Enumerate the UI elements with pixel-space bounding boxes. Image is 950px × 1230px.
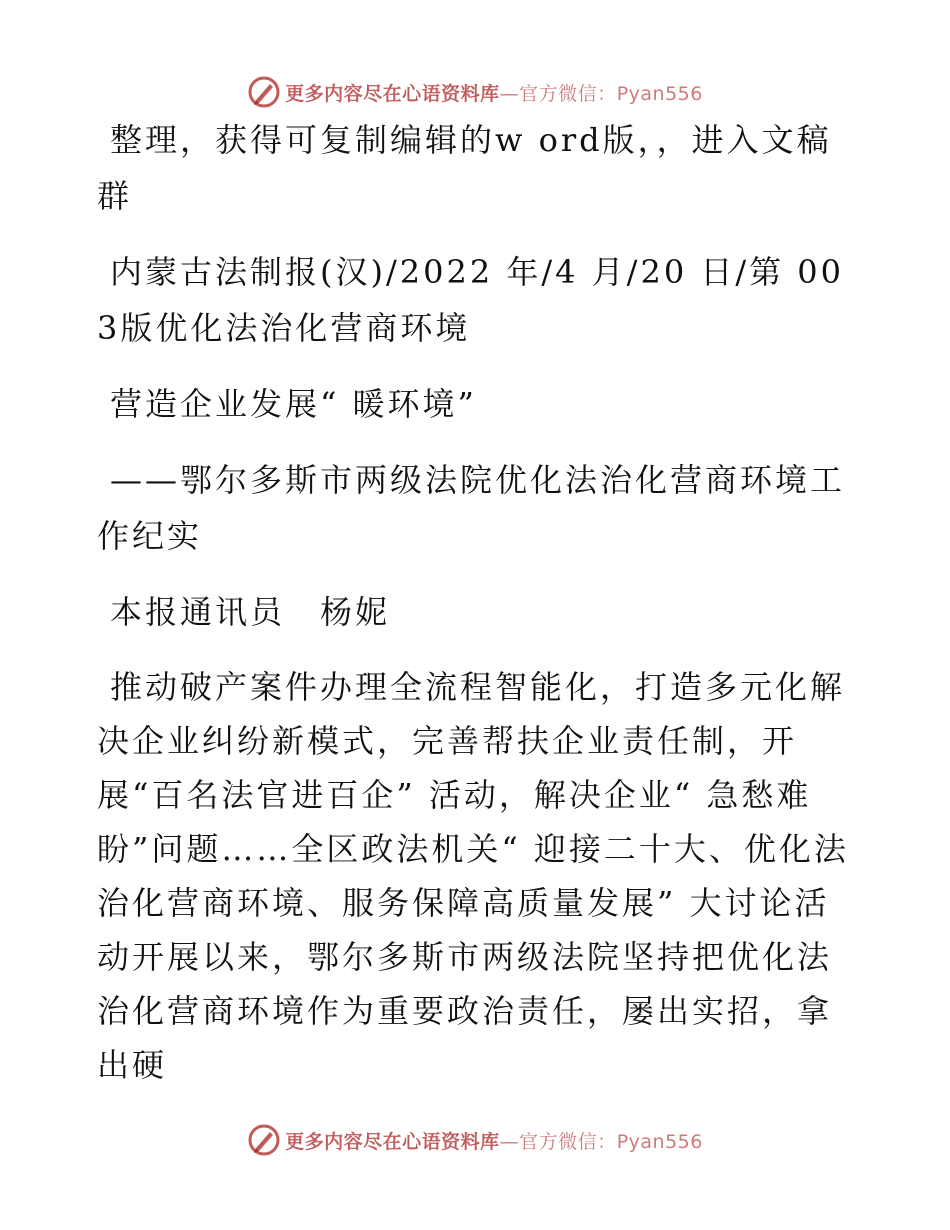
article-byline: 本报通讯员 杨妮 <box>110 593 391 631</box>
article-subtitle: ——鄂尔多斯市两级法院优化法治化营商环境工作纪实 <box>97 461 846 555</box>
paragraph-source: 内蒙古法制报(汉)/2022 年/4 月/20 日/第 003版优化法治化营商环境 <box>97 253 845 347</box>
paragraph-intro: 整理，获得可复制编辑的w ord版，，进入文稿群 <box>97 121 832 215</box>
header-banner-text <box>285 79 703 106</box>
header-banner-title: 更多内容尽在心语资料库 <box>285 82 500 105</box>
pen-logo-icon <box>247 1123 281 1157</box>
header-banner-contact-id: Pyan556 <box>616 82 703 105</box>
footer-banner-text <box>285 1127 703 1154</box>
header-banner-contact-label: 官方微信： <box>519 82 617 105</box>
article-title: 营造企业发展“ 暖环境” <box>110 385 477 423</box>
footer-banner-dash: — <box>499 1130 520 1153</box>
article-body-paragraph: 推动破产案件办理全流程智能化，打造多元化解决企业纠纷新模式，完善帮扶企业责任制，开展“百名法官进百企” 活动，解决企业“ 急愁难盼”问题……全区政法机关“ 迎接二十大、优化法治化营商环境、服务保障高质量发展” 大讨论活动开展以来，鄂尔多斯市两级法院坚持把优化法治化营商环境作为重要政治责任，屡出实招，拿出硬 <box>97 668 849 1084</box>
header-banner-dash: — <box>499 82 520 105</box>
footer-banner-contact-id: Pyan556 <box>616 1130 703 1153</box>
header-banner <box>0 72 950 112</box>
pen-logo-icon <box>247 75 281 109</box>
footer-banner-contact-label: 官方微信： <box>519 1130 617 1153</box>
footer-banner-title: 更多内容尽在心语资料库 <box>285 1130 500 1153</box>
footer-banner <box>0 1120 950 1160</box>
document-body <box>97 112 857 1112</box>
